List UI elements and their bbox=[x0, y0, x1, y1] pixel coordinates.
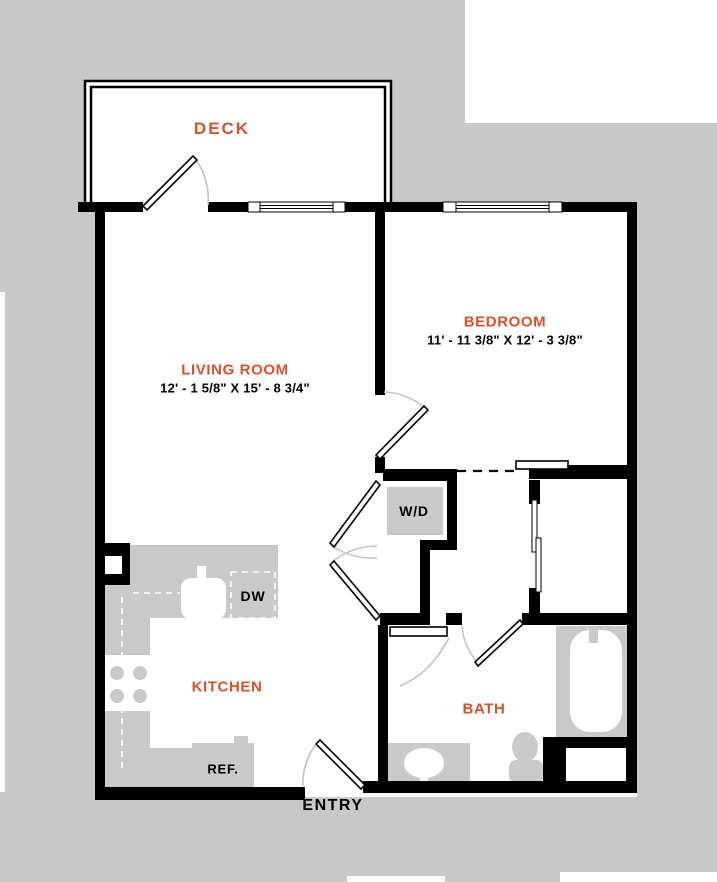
washer-dryer-label: W/D bbox=[399, 503, 429, 519]
deck-label: DECK bbox=[193, 119, 251, 138]
bedroom-window bbox=[443, 202, 562, 212]
wall-column-core bbox=[105, 556, 122, 574]
deck-area bbox=[84, 80, 392, 212]
bath-label: BATH bbox=[462, 700, 506, 718]
bedroom-closet-slider-door bbox=[516, 461, 568, 469]
linen-closet-interior bbox=[566, 748, 626, 781]
living-room-label: LIVING ROOM bbox=[181, 361, 289, 379]
bath-pocket-door bbox=[390, 627, 447, 636]
closet-bypass-door-2 bbox=[536, 538, 541, 592]
refrigerator-label: REF. bbox=[207, 761, 239, 777]
bedroom-dimensions: 11' - 11 3/8" X 12' - 3 3/8" bbox=[427, 332, 583, 348]
vanity-faucet bbox=[420, 768, 428, 783]
bedroom-label: BEDROOM bbox=[463, 313, 547, 331]
cooktop-fixture bbox=[103, 655, 152, 711]
bath-north-wall bbox=[380, 613, 430, 625]
east-wall bbox=[627, 202, 637, 793]
wd-closet-top-wall bbox=[383, 469, 457, 481]
kitchen-label: KITCHEN bbox=[191, 678, 263, 696]
refrigerator-handle bbox=[234, 736, 248, 744]
toilet-base bbox=[509, 760, 543, 783]
living-room-dimensions: 12' - 1 5/8" X 15' - 8 3/4" bbox=[160, 380, 310, 396]
bathtub-fixture bbox=[570, 630, 622, 732]
west-wall bbox=[95, 202, 105, 800]
living-bedroom-wall bbox=[375, 212, 385, 395]
toilet-bowl bbox=[512, 732, 538, 762]
dishwasher-label: DW bbox=[240, 588, 266, 604]
south-wall-kitchen bbox=[95, 787, 305, 800]
entry-label: ENTRY bbox=[302, 797, 364, 814]
tub-faucet bbox=[589, 629, 598, 643]
entry-bath-wall bbox=[378, 625, 388, 783]
living-room-window bbox=[248, 202, 345, 212]
